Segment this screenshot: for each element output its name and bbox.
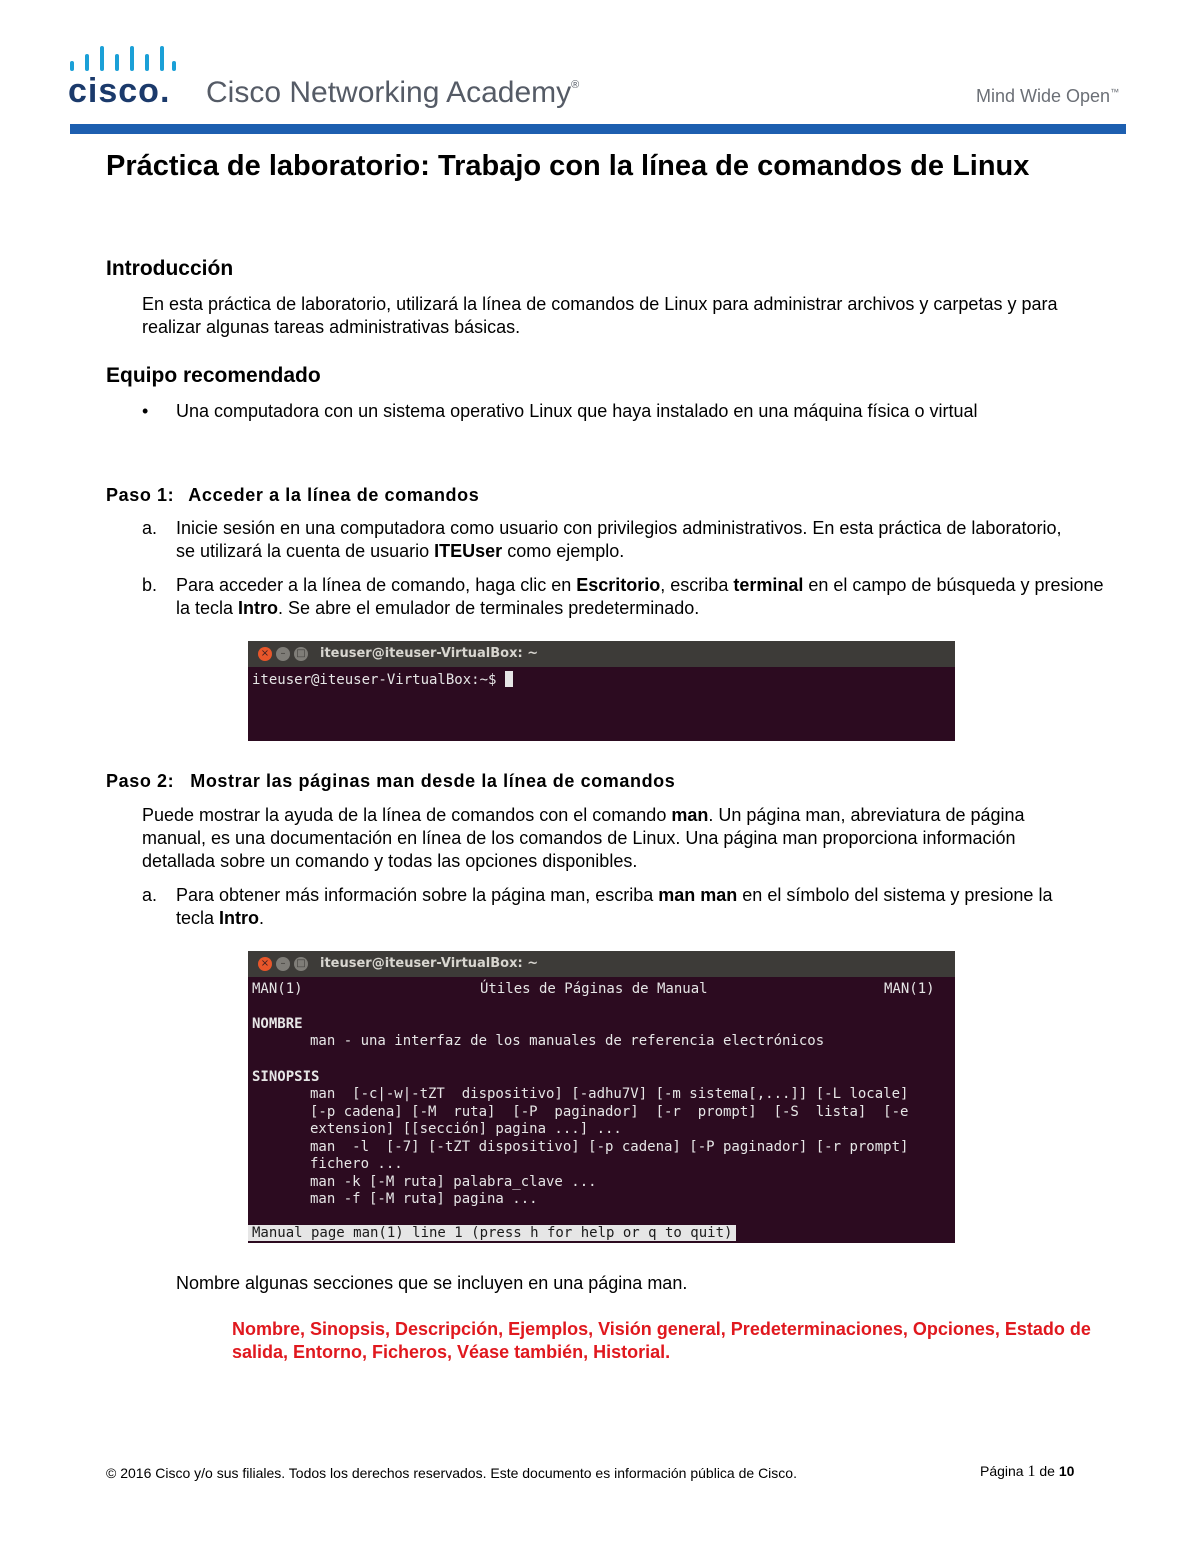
page-total: 10: [1058, 1463, 1075, 1479]
man-synopsis-line: extension] [[sección] pagina ...] ...: [310, 1121, 622, 1137]
page-of: de: [1039, 1463, 1055, 1479]
maximize-icon[interactable]: □: [294, 957, 308, 971]
intro-text: En esta práctica de laboratorio, utilizará la línea de comandos de Linux para administrar archivos y carpetas y para realizar algunas tareas administrativas básicas.: [142, 294, 1058, 337]
close-icon[interactable]: ×: [258, 957, 272, 971]
step2-a-text-2: en el símbolo del sistema y presione la tecla: [176, 885, 1053, 928]
terminal-1-prompt-line[interactable]: [252, 671, 513, 688]
step1-b-escritorio: Escritorio: [576, 575, 661, 595]
minimize-icon[interactable]: –: [276, 957, 290, 971]
terminal-1-title: iteuser@iteuser-VirtualBox: ~: [320, 646, 539, 661]
man-synopsis-line: man [-c|-w|-tZT dispositivo] [-adhu7V] [-m sistema[,...]] [-L locale]: [310, 1086, 909, 1102]
man-header-left: MAN(1): [252, 981, 303, 997]
step2-a-text-1: Para obtener más información sobre la página man, escriba: [176, 885, 659, 905]
step1-a-text-2: como ejemplo.: [502, 541, 625, 561]
page-current: 1: [1027, 1463, 1036, 1480]
minimize-icon[interactable]: –: [276, 647, 290, 661]
man-synopsis-line: man -l [-7] [-tZT dispositivo] [-p cadena] [-P paginador] [-r prompt]: [310, 1139, 909, 1155]
step2-paragraph-1: Puede mostrar la ayuda de la línea de comandos con el comando: [142, 805, 672, 825]
answer-text: Nombre, Sinopsis, Descripción, Ejemplos, Visión general, Predeterminaciones, Opciones, Estado de salida, Entorno, Ficheros, Véase también, Historial.: [232, 1319, 1091, 1362]
step2-a-marker: a.: [142, 885, 158, 905]
maximize-icon[interactable]: □: [294, 647, 308, 661]
man-synopsis-line: [-p cadena] [-M ruta] [-P paginador] [-r prompt] [-S lista] [-e: [310, 1104, 909, 1120]
step1-b-text-3: en el campo de búsqueda y presione la tecla: [176, 575, 1104, 618]
step2-a-text: [176, 884, 1056, 930]
cursor-icon: [505, 671, 513, 687]
man-synopsis-line: man -k [-M ruta] palabra_clave ...: [310, 1174, 597, 1190]
step1-b-text-4: . Se abre el emulador de terminales predeterminado.: [278, 598, 700, 618]
step1-number: Paso 1:: [106, 485, 175, 505]
man-header-right: MAN(1): [884, 981, 935, 997]
terminal-1-prompt: iteuser@iteuser-VirtualBox:~$: [252, 672, 505, 688]
step1-a-user: ITEUser: [434, 541, 503, 561]
page-title: Práctica de laboratorio: Trabajo con la línea de comandos de Linux: [106, 150, 1030, 182]
step1-b-text-1: Para acceder a la línea de comando, haga clic en: [176, 575, 577, 595]
academy-name: [206, 76, 579, 110]
step2-paragraph: [142, 804, 1072, 873]
question-text: Nombre algunas secciones que se incluyen en una página man.: [176, 1273, 688, 1293]
man-synopsis-line: man -f [-M ruta] pagina ...: [310, 1191, 538, 1207]
man-synopsis-line: fichero ...: [310, 1156, 403, 1172]
page-label: Página: [980, 1463, 1024, 1479]
cisco-bridge-icon: [68, 44, 178, 74]
tagline: [976, 86, 1119, 107]
terminal-1-titlebar: [248, 641, 955, 667]
step2-title: Mostrar las páginas man desde la línea de comandos: [190, 771, 676, 791]
step2-a-man-man: man man: [658, 885, 738, 905]
tagline-text: Mind Wide Open: [976, 86, 1111, 106]
step1-b-terminal: terminal: [733, 575, 804, 595]
header-rule: [70, 124, 1126, 134]
equipment-item: Una computadora con un sistema operativo Linux que haya instalado en una máquina física o virtual: [176, 401, 978, 421]
step1-b-marker: b.: [142, 575, 158, 595]
equipment-bullet: •: [142, 401, 149, 421]
step2-man: man: [671, 805, 709, 825]
cisco-logo: [68, 44, 178, 108]
tagline-trademark: ™: [1110, 87, 1120, 97]
footer-copyright: © 2016 Cisco y/o sus filiales. Todos los derechos reservados. Este documento es información pública de Cisco.: [106, 1465, 797, 1481]
terminal-window-2: [248, 951, 955, 1243]
footer-page-number: [980, 1463, 1074, 1481]
man-nombre-text: man - una interfaz de los manuales de referencia electrónicos: [310, 1033, 825, 1049]
equipment-heading: Equipo recomendado: [106, 364, 321, 387]
cisco-wordmark: cisco.: [68, 72, 171, 110]
step1-a-marker: a.: [142, 518, 158, 538]
terminal-window-1: [248, 641, 955, 741]
man-status-bar: Manual page man(1) line 1 (press h for help or q to quit): [248, 1225, 736, 1241]
step1-heading: [106, 485, 479, 506]
step2-paragraph-2: . Un página man, abreviatura de página manual, es una documentación en línea de los comandos de Linux. Una página man proporciona información detallada sobre un comando y todas las opciones disponibles.: [142, 805, 1025, 871]
step1-b-text-2: , escriba: [660, 575, 734, 595]
step1-b-text: [176, 574, 1106, 620]
close-icon[interactable]: ×: [258, 647, 272, 661]
academy-name-text: Cisco Networking Academy: [206, 76, 572, 109]
step1-b-intro: Intro: [238, 598, 279, 618]
step2-heading: [106, 771, 675, 792]
step1-title: Acceder a la línea de comandos: [188, 485, 480, 505]
terminal-2-titlebar: [248, 951, 955, 977]
man-nombre-label: NOMBRE: [252, 1016, 303, 1032]
step2-number: Paso 2:: [106, 771, 175, 791]
academy-trademark: ®: [571, 79, 580, 91]
step2-a-intro: Intro: [219, 908, 260, 928]
intro-heading: Introducción: [106, 257, 234, 280]
step1-a-text-1: Inicie sesión en una computadora como usuario con privilegios administrativos. En esta práctica de laboratorio, se utilizará la cuenta de usuario: [176, 518, 1062, 561]
step1-a-text: [176, 517, 1076, 563]
step2-a-text-3: .: [259, 908, 265, 928]
terminal-2-title: iteuser@iteuser-VirtualBox: ~: [320, 956, 539, 971]
man-header-center: Útiles de Páginas de Manual: [480, 981, 708, 997]
man-sinopsis-label: SINOPSIS: [252, 1069, 320, 1085]
